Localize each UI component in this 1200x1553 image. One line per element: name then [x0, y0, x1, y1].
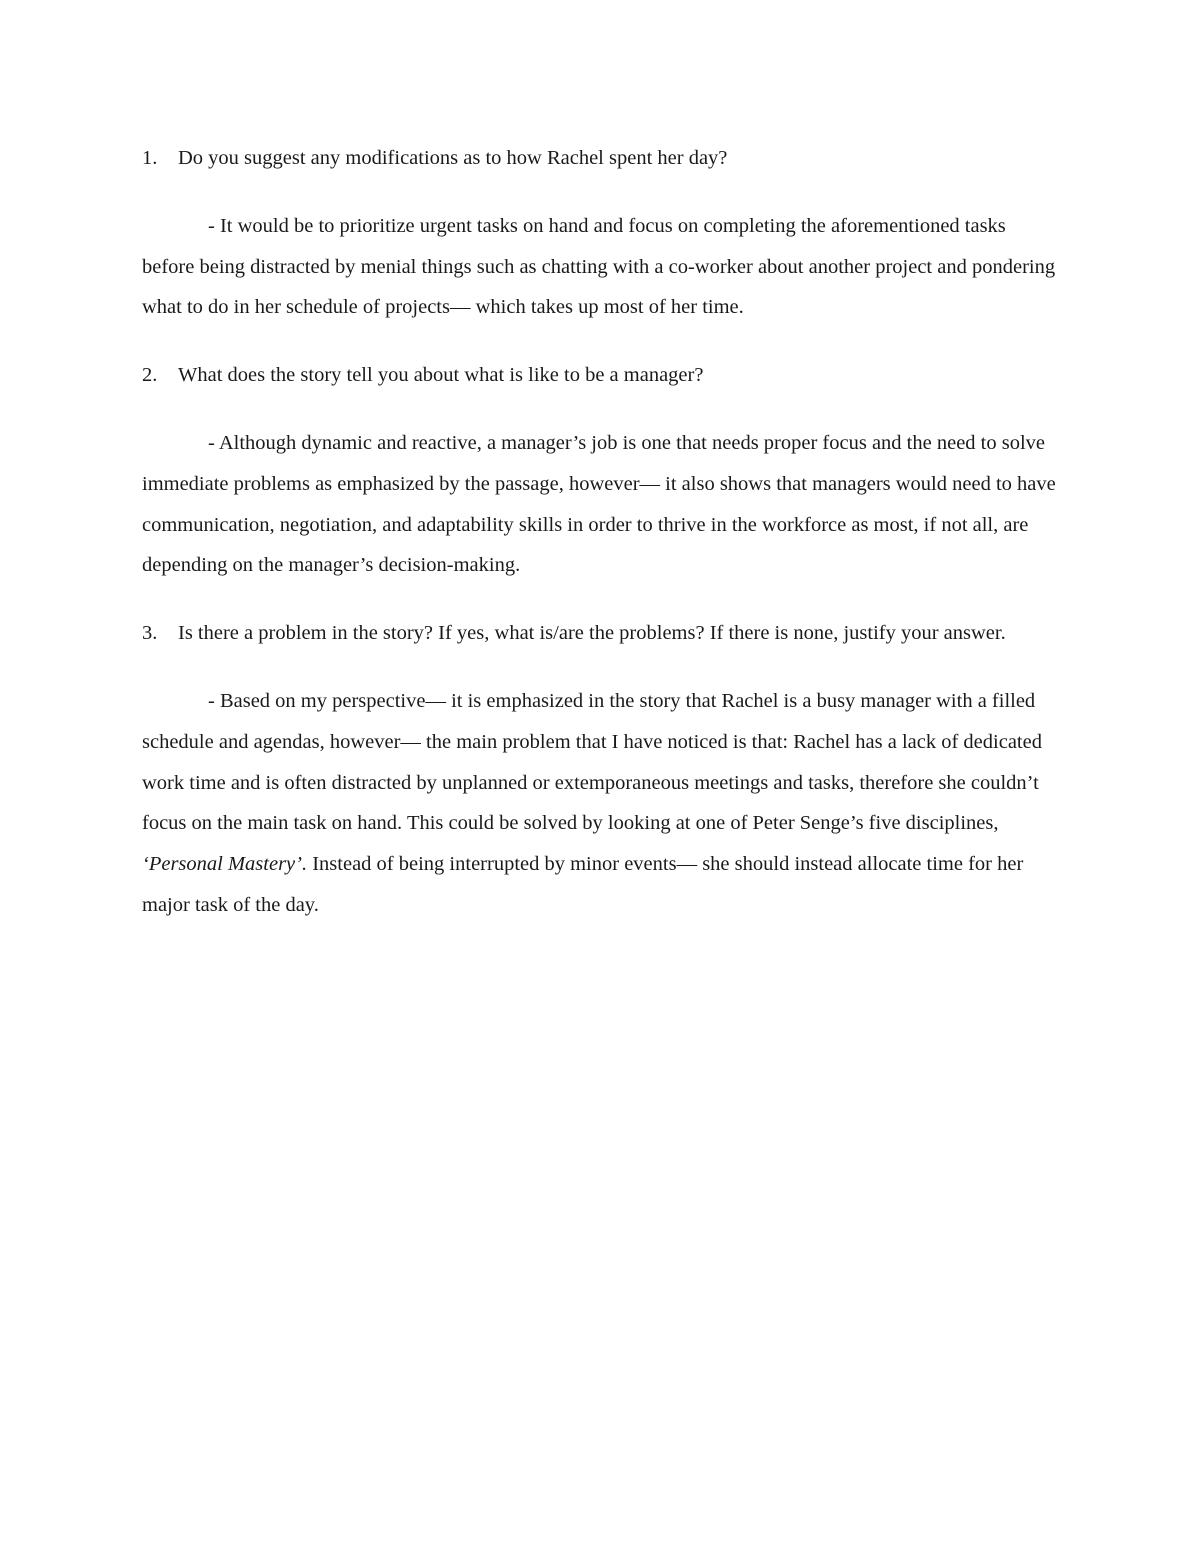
- question-text: What does the story tell you about what is like to be a manager?: [178, 364, 704, 387]
- question-text: Do you suggest any modifications as to how Rachel spent her day?: [178, 147, 728, 169]
- answer-text: - Based on my perspective— it is emphasized in the story that Rachel is a busy manager with a filled schedule and agendas, however— the main problem that I have noticed is that: Rachel has a lack of dedicated work time and is often distracted by unplanned or extemporaneous meetings and tasks, therefore she couldn’t focus on the main task on hand. This could be solved by looking at one of Peter Senge’s five disciplines,: [142, 689, 1042, 835]
- question-number: 1.: [142, 147, 158, 169]
- answer-3: [142, 681, 1058, 926]
- question-2: [142, 355, 1058, 396]
- answer-2: - Although dynamic and reactive, a manager’s job is one that needs proper focus and the need to solve immediate problems as emphasized by the passage, however— it also shows that managers would need to have communication, negotiation, and adaptability skills in order to thrive in the workforce as most, if not all, are depending on the manager’s decision-making.: [142, 431, 1056, 577]
- answer-text-continued: Instead of being interrupted by minor events— she should instead allocate time for her major task of the day.: [142, 853, 1024, 916]
- question-text: Is there a problem in the story? If yes, what is/are the problems? If there is none, justify your answer.: [178, 622, 1006, 645]
- question-number: 3.: [142, 622, 158, 645]
- emphasized-term: ‘Personal Mastery’.: [142, 853, 308, 876]
- question-1: [142, 138, 1058, 179]
- question-number: 2.: [142, 364, 158, 387]
- document-body: [142, 138, 1058, 953]
- question-3: [142, 613, 1058, 654]
- answer-1: - It would be to prioritize urgent tasks on hand and focus on completing the aforementioned tasks before being distracted by menial things such as chatting with a co-worker about another project and pondering what to do in her schedule of projects— which takes up most of her time.: [142, 214, 1056, 319]
